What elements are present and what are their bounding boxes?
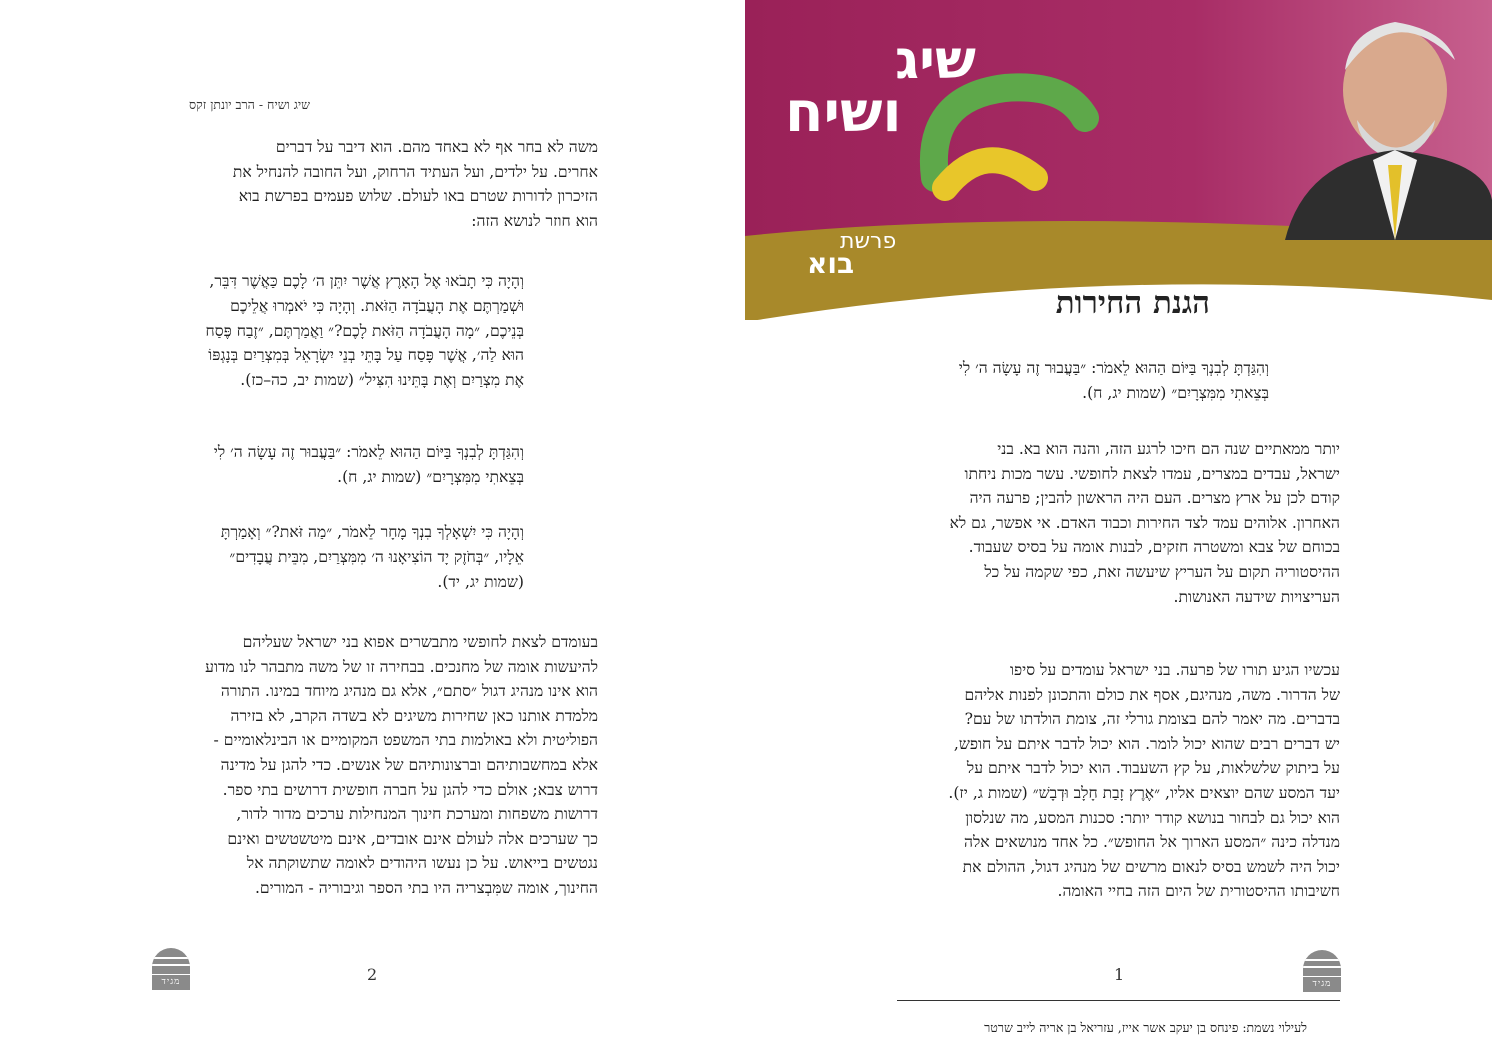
text-line: יש דברים רבים שהוא יכול לומר. הוא יכול לדבר איתם על חופש, <box>953 734 1340 753</box>
page-number: 1 <box>1114 965 1125 984</box>
left-page <box>0 0 745 1058</box>
verse-line: וְהָיָה כִּי תָבֹאוּ אֶל הָאָרֶץ אֲשֶׁר יִתֵּן ה׳ לָכֶם כַּאֲשֶׁר דִּבֵּר, <box>209 272 524 290</box>
series-logo <box>785 28 1115 208</box>
publisher-logo-text: מגיד <box>1303 977 1341 992</box>
text-line: דרושות משפחות ומערכת חינוך המנחילות ערכים מדור לדור, <box>236 805 598 824</box>
text-line: בעומדם לצאת לחופשי מתבשרים אפוא בני ישראל שעליהם <box>242 633 598 651</box>
verse-line: (שמות יג, יד). <box>437 572 524 591</box>
verse-quote-1 <box>182 269 524 393</box>
text-line: הוא אינו מנהיג דגול ״סתם״, אלא גם מנהיג מיוחד במינו. התורה <box>220 682 598 701</box>
verse-line: אֶת מִצְרַיִם וְאֶת בָּתֵּינוּ הִצִּיל״ (שמות יב, כה–כז). <box>240 371 524 390</box>
text-line: כך שערכים אלה לעולם אינם אובדים, אינם מיטשטשים ואינם <box>227 829 598 848</box>
text-line: הפוליטית ולא באולמות בתי המשפט המקומיים או הבינלאומיים - <box>213 731 598 750</box>
text-line: החינוך, אומה שמִּבְצריה היו בתי הספר וגיבוריה - המורים. <box>254 878 598 897</box>
epigraph <box>897 356 1269 406</box>
verse-line: וְהִגַּדְתָּ לְבִנְךָ בַּיּוֹם הַהוּא לֵאמֹר: ״בַּעֲבוּר זֶה עָשָׂה ה׳ לִי <box>213 443 524 461</box>
text-line: הזיכרון לדורות שטרם באו לעולם. שלוש פעמים בפרשת בוא <box>238 187 598 206</box>
running-header: שיג ושיח - הרב יונתן זקס <box>188 97 310 112</box>
publisher-logo-text: מגיד <box>152 975 190 990</box>
text-line: חשיבותו ההיסטורית של היום הזה בחיי האומה. <box>1057 882 1340 901</box>
text-line: האחרון. אלוהים עמד לצד החירות וכבוד האדם. אי אפשר, גם לא <box>949 513 1340 532</box>
text-line: ההיסטוריה תקום על העריץ שיעשה זאת, כפי שקמה על כל <box>984 562 1340 581</box>
text-line: מנדלה כינה ״המסע הארוך אל החופש״. כל אחד מנושאים אלה <box>964 833 1340 852</box>
text-line: הוא חוזר לנושא הזה: <box>471 211 598 230</box>
text-line: משה לא בחר אף לא באחד מהם. הוא דיבר על דברים <box>275 138 598 156</box>
text-line: נגטשים בייאוש. על כן נעשו היהודים לאומה שתשוקתה אל <box>246 854 598 873</box>
text-line: יכול היה לשמש בסיס לנאום מרשים של מנהיג דגול, ההולם את <box>962 857 1340 876</box>
text-line: אלא במחשבותיהם וברצונותיהם של אנשים. כדי להגן על מדינה <box>220 755 598 774</box>
text-line: דרוש צבא; אולם כדי להגן על חברה חופשית דרושים בתי ספר. <box>222 780 598 799</box>
series-title-top: שיג <box>895 28 976 91</box>
verse-quote-3 <box>182 520 524 594</box>
verse-line: וְהָיָה כִּי יִשְׁאָלְךָ בִנְךָ מָחָר לֵאמֹר, ״מַה זֹּאת?״ וְאָמַרְתָּ <box>220 523 524 541</box>
text-line: יעד המסע שהם יוצאים אליו, ״אֶרֶץ זָבַת חָלָב וּדְבָשׁ״ (שמות ג, יז). <box>948 783 1340 802</box>
dome-icon <box>152 948 190 974</box>
parasha-label: פרשת <box>840 229 897 254</box>
text-line: ישראל, עבדים במצרים, עמדו לצאת לחופשי. עשר מכות ניחתו <box>964 464 1340 483</box>
verse-line: בְּצֵאתִי מִמִּצְרָיִם״ (שמות יג, ח). <box>337 467 524 486</box>
text-line: קודם לכן על ארץ מצרים. העם היה הראשון להבין; פרעה היה <box>969 489 1340 508</box>
closing-paragraph <box>148 630 598 901</box>
intro-paragraph <box>148 135 598 233</box>
paragraph-2 <box>897 658 1340 904</box>
verse-line: הוּא לַה׳, אֲשֶׁר פָּסַח עַל בָּתֵּי בְנֵי יִשְׂרָאֵל בְּמִצְרַיִם בְּנָגְפּוֹ <box>208 346 524 365</box>
publisher-logo <box>152 948 190 990</box>
text-line: של הדרור. משה, מנהיגם, אסף את כולם והתכונן לפנות אליהם <box>964 685 1340 704</box>
parasha-name: בוא <box>807 247 855 280</box>
text-line: עכשיו הגיע תורו של פרעה. בני ישראל עומדים על סיפו <box>1009 661 1340 679</box>
verse-line: בְּצֵאתִי מִמִּצְרָיִם״ (שמות יג, ח). <box>1082 383 1269 402</box>
text-line: העריצויות שידעה האנושות. <box>1173 587 1340 606</box>
dome-icon <box>1303 950 1341 976</box>
series-title-bottom: ושיח <box>785 80 902 145</box>
text-line: להיעשות אומה של מחנכים. בבחירה זו של משה מתבהר לנו מדוע <box>205 657 598 676</box>
verse-line: וְהִגַּדְתָּ לְבִנְךָ בַּיּוֹם הַהוּא לֵאמֹר: ״בַּעֲבוּר זֶה עָשָׂה ה׳ לִי <box>958 359 1269 377</box>
footer-divider <box>897 1000 1340 1001</box>
text-line: אחרים. על ילדים, ועל העתיד הרחוק, ועל החובה להנחיל את <box>232 162 598 181</box>
page-number: 2 <box>367 965 378 984</box>
text-line: על ביתוק שלשלאות, על קץ השעבוד. הוא יכול לדבר איתם על <box>966 759 1340 778</box>
article-headline: הגנת החירות <box>1055 285 1210 321</box>
right-page <box>745 0 1492 1058</box>
paragraph-1 <box>897 437 1340 609</box>
text-line: הוא יכול גם לבחור בנושא קודר יותר: סכנות המסע, מה שנלסון <box>965 808 1340 827</box>
text-line: מלמדת אותנו כאן שחירות משיגים לא בשדה הקרב, לא בזירה <box>230 706 598 725</box>
publisher-logo <box>1303 950 1341 992</box>
verse-line: בְּנֵיכֶם, ״מָה הָעֲבֹדָה הַזֹּאת לָכֶם?״ וַאֲמַרְתֶּם, ״זֶבַח פֶּסַח <box>205 321 524 340</box>
verse-line: אֵלָיו, ״בְּחֹזֶק יָד הוֹצִיאָנוּ ה׳ מִמִּצְרַיִם, מִבֵּית עֲבָדִים״ <box>229 547 524 566</box>
text-line: יותר ממאתיים שנה הם חיכו לרגע הזה, והנה הוא בא. בני <box>997 440 1340 458</box>
verse-line: וּשְׁמַרְתֶּם אֶת הָעֲבֹדָה הַזֹּאת. וְהָיָה כִּי יֹאמְרוּ אֲלֵיכֶם <box>230 296 524 315</box>
verse-quote-2 <box>182 440 524 490</box>
text-line: בדברים. מה יאמר להם בצומת גורלי זה, צומת הולדתו של עם? <box>964 710 1340 729</box>
dedication-note: לעילוי נשמת: פינחס בן יעקב אשר אייז, עזריאל בן אריה לייב שרטר <box>984 1020 1307 1035</box>
text-line: בכוחם של צבא ומשטרה חזקים, לבנות אומה על בסיס שעבוד. <box>968 538 1340 557</box>
